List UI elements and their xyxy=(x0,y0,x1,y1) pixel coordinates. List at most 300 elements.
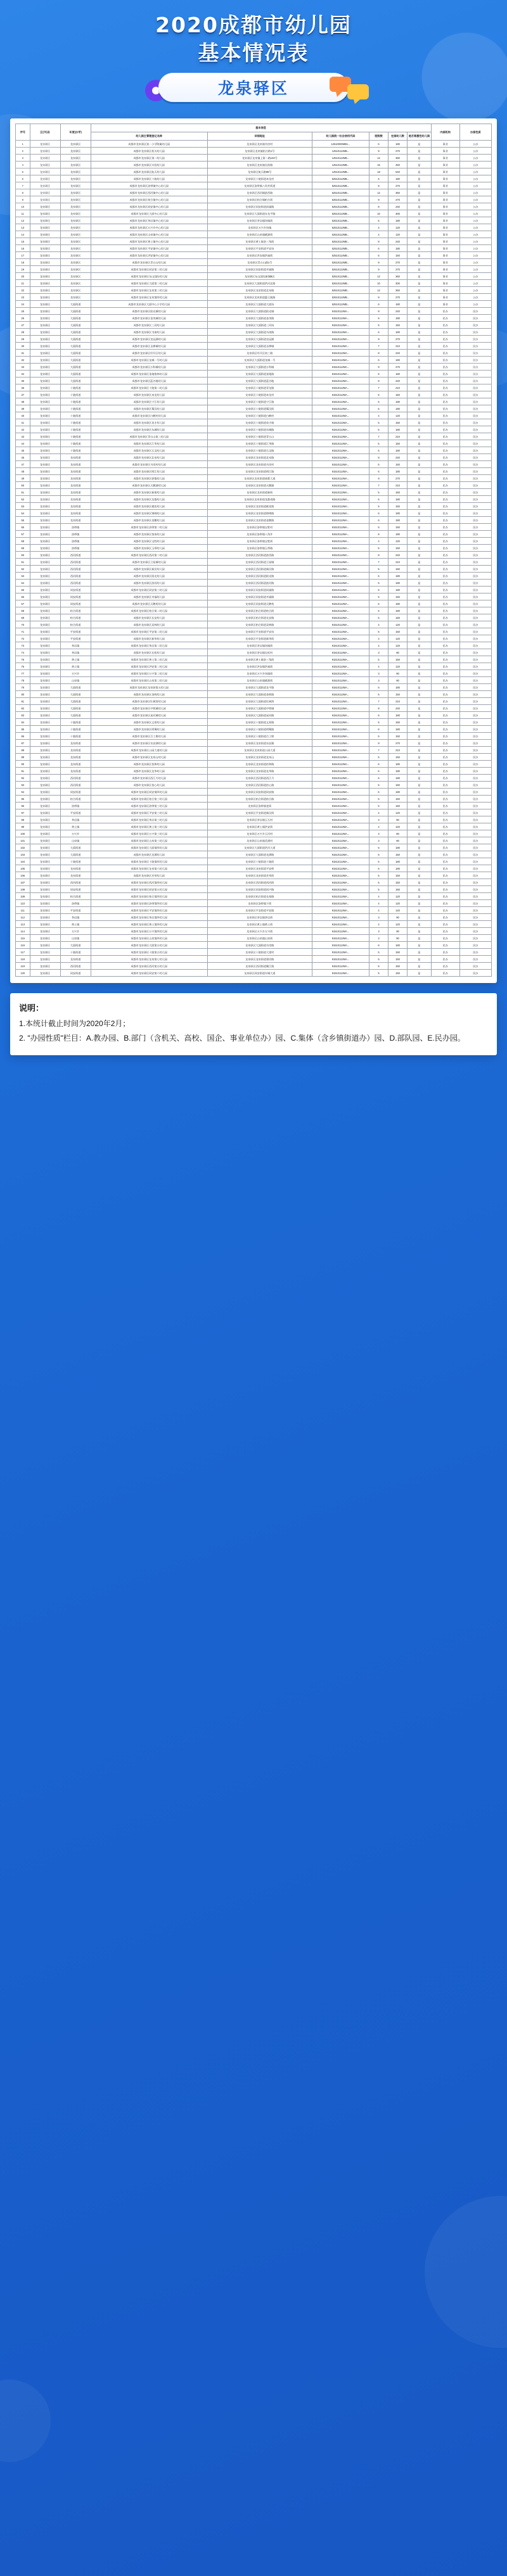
cell-inclusive: 是 xyxy=(408,371,432,378)
cell-credit-code: 91510112MA... xyxy=(312,510,369,517)
cell-student-count: 270 xyxy=(388,740,408,747)
cell-index: 107 xyxy=(16,879,30,886)
cell-run-type: 民办 xyxy=(459,719,491,726)
cell-class-count: 3 xyxy=(369,649,388,656)
cell-student-count: 90 xyxy=(388,670,408,677)
cell-district: 龙泉驿区 xyxy=(30,545,60,552)
table-row xyxy=(16,175,492,182)
cell-district: 龙泉驿区 xyxy=(30,273,60,280)
cell-class-count: 6 xyxy=(369,600,388,607)
cell-street: 大面街道 xyxy=(60,942,91,949)
cell-run-type: 民办 xyxy=(459,935,491,942)
cell-school-name: 成都市龙泉驿区金茂城幼儿园 xyxy=(91,315,207,322)
cell-institution: 民办 xyxy=(431,809,459,816)
cell-index: 22 xyxy=(16,287,30,294)
cell-student-count: 150 xyxy=(388,419,408,426)
cell-inclusive: 是 xyxy=(408,336,432,343)
cell-class-count: 9 xyxy=(369,259,388,266)
cell-institution: 民办 xyxy=(431,517,459,524)
cell-student-count: 240 xyxy=(388,350,408,357)
cell-run-type: 民办 xyxy=(459,851,491,858)
table-row xyxy=(16,538,492,545)
table-row xyxy=(16,266,492,273)
cell-class-count: 3 xyxy=(369,928,388,935)
cell-address: 龙泉驿区龙泉镇上街二路102号 xyxy=(207,155,312,162)
cell-student-count: 180 xyxy=(388,405,408,412)
cell-address: 龙泉驿区平安街道平安场 xyxy=(207,245,312,252)
cell-student-count: 180 xyxy=(388,844,408,851)
cell-index: 69 xyxy=(16,614,30,621)
cell-student-count: 120 xyxy=(388,621,408,628)
table-row xyxy=(16,357,492,364)
cell-credit-code: 91510112MA... xyxy=(312,642,369,649)
cell-credit-code: 91510112MA... xyxy=(312,621,369,628)
cell-inclusive: 是 xyxy=(408,405,432,412)
cell-student-count: 180 xyxy=(388,573,408,580)
cell-institution: 民办 xyxy=(431,489,459,496)
cell-index: 64 xyxy=(16,580,30,587)
cell-street: 龙泉街道 xyxy=(60,482,91,489)
cell-run-type: 民办 xyxy=(459,322,491,329)
cell-address: 龙泉驿区十陵街道石灵路 xyxy=(207,447,312,454)
cell-student-count: 270 xyxy=(388,336,408,343)
table-row xyxy=(16,580,492,587)
cell-credit-code: 91510112MA... xyxy=(312,364,369,371)
cell-index: 44 xyxy=(16,440,30,447)
cell-credit-code: 91510112MA... xyxy=(312,489,369,496)
table-row xyxy=(16,412,492,419)
cell-credit-code: 91510112MA... xyxy=(312,308,369,315)
cell-inclusive: 是 xyxy=(408,175,432,182)
cell-institution: 民办 xyxy=(431,552,459,559)
cell-district: 龙泉驿区 xyxy=(30,364,60,371)
footnote-line-2: 2. "办园性质"栏目：A.教办园、B.部门（含机关、高校、国企、事业单位办）园、C.集体（含乡镇街道办）园、D.部队园、E.民办园。 xyxy=(19,1033,465,1043)
cell-institution: 民办 xyxy=(431,308,459,315)
cell-class-count: 5 xyxy=(369,782,388,789)
cell-street: 十陵街道 xyxy=(60,419,91,426)
cell-district: 龙泉驿区 xyxy=(30,663,60,670)
cell-run-type: 公办 xyxy=(459,148,491,155)
cell-student-count: 270 xyxy=(388,259,408,266)
cell-run-type: 民办 xyxy=(459,886,491,893)
cell-district: 龙泉驿区 xyxy=(30,949,60,956)
cell-index: 67 xyxy=(16,600,30,607)
cell-student-count: 90 xyxy=(388,837,408,844)
cell-index: 48 xyxy=(16,468,30,475)
cell-address: 龙泉驿区青台山路1号 xyxy=(207,259,312,266)
cell-class-count: 4 xyxy=(369,642,388,649)
cell-class-count: 10 xyxy=(369,280,388,287)
cell-district: 龙泉驿区 xyxy=(30,691,60,698)
cell-class-count: 7 xyxy=(369,343,388,350)
cell-street: 十陵街道 xyxy=(60,405,91,412)
cell-institution: 民办 xyxy=(431,775,459,782)
cell-district: 龙泉驿区 xyxy=(30,308,60,315)
cell-student-count: 180 xyxy=(388,447,408,454)
cell-address: 龙泉驿区西河街道怡心路 xyxy=(207,782,312,789)
cell-address: 龙泉驿区山泉镇桃源街 xyxy=(207,231,312,238)
subtitle-block xyxy=(139,73,368,106)
table-row xyxy=(16,315,492,322)
cell-address: 龙泉驿区龙泉街道龙泉山 xyxy=(207,754,312,761)
cell-institution: 民办 xyxy=(431,830,459,837)
cell-run-type: 民办 xyxy=(459,378,491,384)
cell-inclusive: 是 xyxy=(408,740,432,747)
col-address: 详细地址 xyxy=(207,132,312,141)
cell-street: 龙泉驿区 xyxy=(60,155,91,162)
cell-district: 龙泉驿区 xyxy=(30,740,60,747)
cell-student-count: 120 xyxy=(388,412,408,419)
cell-street: 龙泉街道 xyxy=(60,761,91,768)
cell-class-count: 4 xyxy=(369,231,388,238)
table-row xyxy=(16,364,492,371)
cell-institution: 民办 xyxy=(431,433,459,440)
cell-inclusive: 是 xyxy=(408,656,432,663)
cell-district: 龙泉驿区 xyxy=(30,698,60,705)
cell-class-count: 5 xyxy=(369,322,388,329)
cell-street: 西河街道 xyxy=(60,782,91,789)
cell-student-count: 120 xyxy=(388,231,408,238)
cell-street: 大面街道 xyxy=(60,698,91,705)
cell-street: 西河街道 xyxy=(60,963,91,970)
cell-school-name: 成都市龙泉驿区洪安镇中心幼儿园 xyxy=(91,252,207,259)
cell-street: 龙泉街道 xyxy=(60,740,91,747)
cell-inclusive: 是 xyxy=(408,524,432,531)
cell-class-count: 4 xyxy=(369,663,388,670)
cell-run-type: 民办 xyxy=(459,405,491,412)
cell-address: 龙泉驿区同安街道幸福路 xyxy=(207,593,312,600)
cell-credit-code: 91510112MA... xyxy=(312,391,369,398)
cell-institution: 民办 xyxy=(431,621,459,628)
cell-district: 龙泉驿区 xyxy=(30,426,60,433)
cell-class-count: 3 xyxy=(369,830,388,837)
cell-index: 63 xyxy=(16,573,30,580)
cell-school-name: 成都市龙泉驿区圣桦城幼儿园 xyxy=(91,343,207,350)
cell-credit-code: 91510112MA... xyxy=(312,754,369,761)
cell-school-name: 成都市龙泉驿区同安第二幼儿园 xyxy=(91,266,207,273)
cell-school-name: 成都市龙泉驿区青台山幼儿园 xyxy=(91,259,207,266)
cell-run-type: 民办 xyxy=(459,642,491,649)
cell-class-count: 8 xyxy=(369,705,388,712)
cell-index: 52 xyxy=(16,496,30,503)
table-row xyxy=(16,775,492,782)
cell-school-name: 成都市龙泉驿区天鹅苑幼儿园 xyxy=(91,600,207,607)
cell-run-type: 民办 xyxy=(459,726,491,733)
cell-school-name: 成都市龙泉驿区阳光幼儿园 xyxy=(91,573,207,580)
cell-school-name: 成都市龙泉驿区同安第四幼儿园 xyxy=(91,789,207,796)
cell-credit-code: 91510112MA... xyxy=(312,761,369,768)
cell-inclusive: 是 xyxy=(408,614,432,621)
cell-street: 十陵街道 xyxy=(60,426,91,433)
cell-student-count: 300 xyxy=(388,210,408,217)
cell-street: 柏合街道 xyxy=(60,614,91,621)
cell-student-count: 150 xyxy=(388,970,408,977)
cell-credit-code: 52510112MB... xyxy=(312,196,369,203)
cell-school-name: 成都市龙泉驿区明江幼儿园 xyxy=(91,468,207,475)
cell-address: 龙泉驿区十陵街道来龙村 xyxy=(207,391,312,398)
cell-class-count: 4 xyxy=(369,900,388,907)
cell-credit-code: 12510112MB... xyxy=(312,155,369,162)
cell-institution: 民办 xyxy=(431,364,459,371)
cell-index: 87 xyxy=(16,740,30,747)
cell-credit-code: 91510112MA... xyxy=(312,698,369,705)
cell-school-name: 成都市龙泉驿区驿都幼儿园 xyxy=(91,475,207,482)
cell-run-type: 民办 xyxy=(459,782,491,789)
cell-district: 龙泉驿区 xyxy=(30,872,60,879)
cell-student-count: 150 xyxy=(388,391,408,398)
cell-school-name: 成都市龙泉驿区实验幼儿园 xyxy=(91,162,207,168)
cell-student-count: 180 xyxy=(388,607,408,614)
table-row xyxy=(16,928,492,935)
cell-index: 12 xyxy=(16,217,30,224)
cell-institution: 事业 xyxy=(431,217,459,224)
cell-address: 龙泉驿区大面街道办龙平路 xyxy=(207,210,312,217)
cell-credit-code: 91510112MA... xyxy=(312,796,369,803)
cell-run-type: 公办 xyxy=(459,245,491,252)
cell-credit-code: 91510112MA... xyxy=(312,900,369,907)
cell-street: 同安街道 xyxy=(60,789,91,796)
cell-index: 34 xyxy=(16,371,30,378)
cell-school-name: 成都市龙泉驿区龙城一号幼儿园 xyxy=(91,357,207,364)
cell-index: 41 xyxy=(16,419,30,426)
cell-credit-code: 91510112MA... xyxy=(312,886,369,893)
speech-bubbles-icon xyxy=(328,73,373,105)
cell-credit-code: 91510112MA... xyxy=(312,942,369,949)
cell-class-count: 7 xyxy=(369,433,388,440)
cell-index: 104 xyxy=(16,858,30,865)
cell-institution: 民办 xyxy=(431,740,459,747)
cell-inclusive: 是 xyxy=(408,663,432,670)
cell-institution: 民办 xyxy=(431,391,459,398)
cell-address: 龙泉驿区茶店镇场镇街 xyxy=(207,217,312,224)
table-row xyxy=(16,322,492,329)
cell-student-count: 270 xyxy=(388,196,408,203)
cell-district: 龙泉驿区 xyxy=(30,879,60,886)
cell-student-count: 180 xyxy=(388,217,408,224)
cell-class-count: 15 xyxy=(369,162,388,168)
cell-class-count: 8 xyxy=(369,378,388,384)
cell-student-count: 120 xyxy=(388,823,408,830)
cell-address: 龙泉驿区万兴乡场镇 xyxy=(207,224,312,231)
cell-district: 龙泉驿区 xyxy=(30,329,60,336)
cell-school-name: 成都市龙泉驿区北泉幼儿园 xyxy=(91,454,207,461)
cell-district: 龙泉驿区 xyxy=(30,468,60,475)
cell-credit-code: 91510112MA... xyxy=(312,970,369,977)
cell-index: 93 xyxy=(16,782,30,789)
cell-address: 龙泉驿区龙泉街道芳草街 xyxy=(207,872,312,879)
table-row xyxy=(16,768,492,775)
cell-district: 龙泉驿区 xyxy=(30,189,60,196)
cell-institution: 民办 xyxy=(431,635,459,642)
table-row xyxy=(16,879,492,886)
cell-school-name: 成都市龙泉驿区龙泉第六幼儿园 xyxy=(91,865,207,872)
table-row xyxy=(16,837,492,844)
table-row xyxy=(16,196,492,203)
cell-school-name: 成都市龙泉驿区宝胜幼儿园 xyxy=(91,538,207,545)
cell-address: 龙泉驿区大面街道三河场 xyxy=(207,322,312,329)
cell-credit-code: 91510112MA... xyxy=(312,740,369,747)
cell-run-type: 公办 xyxy=(459,252,491,259)
table-row xyxy=(16,168,492,175)
footnote-line-1: 1.本统计截止时间为2020年2月； xyxy=(19,1018,131,1028)
cell-district: 龙泉驿区 xyxy=(30,733,60,740)
cell-address: 龙泉驿区洪安镇洪福街 xyxy=(207,252,312,259)
table-row xyxy=(16,761,492,768)
cell-student-count: 180 xyxy=(388,580,408,587)
cell-address: 龙泉驿区十陵街道白鹤村 xyxy=(207,412,312,419)
col-index: 序号 xyxy=(16,124,30,141)
cell-inclusive: 是 xyxy=(408,580,432,587)
table-row xyxy=(16,496,492,503)
cell-index: 7 xyxy=(16,182,30,189)
cell-inclusive: 是 xyxy=(408,531,432,538)
cell-run-type: 民办 xyxy=(459,970,491,977)
cell-inclusive: 是 xyxy=(408,886,432,893)
cell-index: 30 xyxy=(16,343,30,350)
cell-index: 113 xyxy=(16,921,30,928)
table-row xyxy=(16,935,492,942)
table-row xyxy=(16,942,492,949)
cell-index: 73 xyxy=(16,642,30,649)
cell-run-type: 民办 xyxy=(459,635,491,642)
cell-street: 十陵街道 xyxy=(60,440,91,447)
cell-index: 118 xyxy=(16,956,30,963)
cell-inclusive: 是 xyxy=(408,266,432,273)
cell-credit-code: 91510112MA... xyxy=(312,343,369,350)
table-row xyxy=(16,705,492,712)
cell-inclusive: 是 xyxy=(408,294,432,301)
cell-district: 龙泉驿区 xyxy=(30,350,60,357)
cell-street: 龙泉街道 xyxy=(60,496,91,503)
cell-school-name: 成都市龙泉驿区东山国际幼儿园 xyxy=(91,273,207,280)
cell-institution: 民办 xyxy=(431,907,459,914)
cell-student-count: 120 xyxy=(388,921,408,928)
footnote-block xyxy=(10,993,497,1055)
cell-credit-code: 91510112MA... xyxy=(312,524,369,531)
cell-school-name: 成都市龙泉驿区黄土镇中心幼儿园 xyxy=(91,238,207,245)
cell-run-type: 民办 xyxy=(459,942,491,949)
cell-class-count: 8 xyxy=(369,552,388,559)
cell-address: 龙泉驿区大面街道红树湾 xyxy=(207,698,312,705)
cell-index: 105 xyxy=(16,865,30,872)
table-row xyxy=(16,308,492,315)
cell-institution: 事业 xyxy=(431,245,459,252)
cell-institution: 事业 xyxy=(431,210,459,217)
cell-run-type: 民办 xyxy=(459,517,491,524)
cell-credit-code: 91510112MA... xyxy=(312,963,369,970)
table-row xyxy=(16,259,492,266)
cell-district: 龙泉驿区 xyxy=(30,378,60,384)
table-row xyxy=(16,433,492,440)
cell-address: 龙泉驿区平安街道平安路 xyxy=(207,907,312,914)
cell-street: 平安街道 xyxy=(60,635,91,642)
cell-street: 龙泉街道 xyxy=(60,872,91,879)
cell-school-name: 成都市龙泉驿区山泉第三幼儿园 xyxy=(91,837,207,844)
cell-inclusive: 是 xyxy=(408,907,432,914)
decor-circle-4 xyxy=(0,2380,51,2462)
cell-credit-code: 91510112MA... xyxy=(312,768,369,775)
cell-institution: 事业 xyxy=(431,196,459,203)
table-row xyxy=(16,489,492,496)
cell-inclusive: 是 xyxy=(408,914,432,921)
cell-class-count: 6 xyxy=(369,531,388,538)
cell-run-type: 民办 xyxy=(459,893,491,900)
cell-institution: 民办 xyxy=(431,524,459,531)
table-row xyxy=(16,670,492,677)
table-row xyxy=(16,378,492,384)
page-title-line1: 2020成都市幼儿园 xyxy=(155,13,352,37)
cell-address: 龙泉驿区十陵街道青龙路 xyxy=(207,384,312,391)
cell-credit-code: 91510112MA... xyxy=(312,782,369,789)
cell-credit-code: 52510112MB... xyxy=(312,217,369,224)
cell-inclusive: 是 xyxy=(408,203,432,210)
col-district: 区(市)县 xyxy=(30,124,60,141)
cell-street: 龙泉驿区 xyxy=(60,210,91,217)
cell-institution: 民办 xyxy=(431,970,459,977)
cell-school-name: 成都市龙泉驿区英才幼儿园 xyxy=(91,419,207,426)
cell-school-name: 成都市龙泉驿区洛带第三幼儿园 xyxy=(91,803,207,809)
cell-school-name: 成都市龙泉驿区怡和幼儿园 xyxy=(91,761,207,768)
cell-inclusive: 是 xyxy=(408,600,432,607)
cell-district: 龙泉驿区 xyxy=(30,391,60,398)
cell-school-name: 成都市龙泉驿区江华幼儿园 xyxy=(91,440,207,447)
table-row xyxy=(16,907,492,914)
cell-inclusive: 是 xyxy=(408,343,432,350)
table-row xyxy=(16,809,492,816)
cell-index: 40 xyxy=(16,412,30,419)
cell-credit-code: 91510112MA... xyxy=(312,803,369,809)
cell-index: 110 xyxy=(16,900,30,907)
cell-address: 龙泉驿区龙泉街道龙华路 xyxy=(207,768,312,775)
cell-street: 大面街道 xyxy=(60,343,91,350)
cell-institution: 民办 xyxy=(431,816,459,823)
cell-district: 龙泉驿区 xyxy=(30,559,60,566)
cell-district: 龙泉驿区 xyxy=(30,900,60,907)
cell-street: 黄土镇 xyxy=(60,921,91,928)
cell-inclusive: 是 xyxy=(408,517,432,524)
cell-inclusive: 是 xyxy=(408,419,432,426)
cell-credit-code: 91510112MA... xyxy=(312,419,369,426)
cell-address: 龙泉驿区大面街道书房路 xyxy=(207,942,312,949)
cell-address: 龙泉驿区龙泉街道新街 xyxy=(207,489,312,496)
cell-address: 龙泉驿区十陵街道来龙村 xyxy=(207,175,312,182)
cell-student-count: 240 xyxy=(388,203,408,210)
cell-institution: 事业 xyxy=(431,175,459,182)
cell-street: 黄土镇 xyxy=(60,663,91,670)
cell-class-count: 6 xyxy=(369,684,388,691)
cell-address: 龙泉驿区龙泉街道书房村 xyxy=(207,461,312,468)
cell-index: 72 xyxy=(16,635,30,642)
cell-school-name: 成都市龙泉驿区机关幼儿园 xyxy=(91,148,207,155)
cell-institution: 事业 xyxy=(431,155,459,162)
cell-street: 洛带镇 xyxy=(60,900,91,907)
cell-class-count: 6 xyxy=(369,775,388,782)
table-row xyxy=(16,531,492,538)
cell-street: 西河街道 xyxy=(60,580,91,587)
cell-school-name: 成都市龙泉驿区星河城幼儿园 xyxy=(91,712,207,719)
cell-index: 9 xyxy=(16,196,30,203)
cell-inclusive: 是 xyxy=(408,726,432,733)
cell-institution: 民办 xyxy=(431,642,459,649)
cell-street: 龙泉驿区 xyxy=(60,168,91,175)
cell-institution: 民办 xyxy=(431,803,459,809)
cell-class-count: 6 xyxy=(369,398,388,405)
cell-school-name: 成都市龙泉驿区新民幼儿园 xyxy=(91,566,207,573)
cell-district: 龙泉驿区 xyxy=(30,782,60,789)
cell-address: 龙泉驿区大面街道龙潭路 xyxy=(207,851,312,858)
cell-street: 大面街道 xyxy=(60,851,91,858)
cell-run-type: 民办 xyxy=(459,566,491,573)
